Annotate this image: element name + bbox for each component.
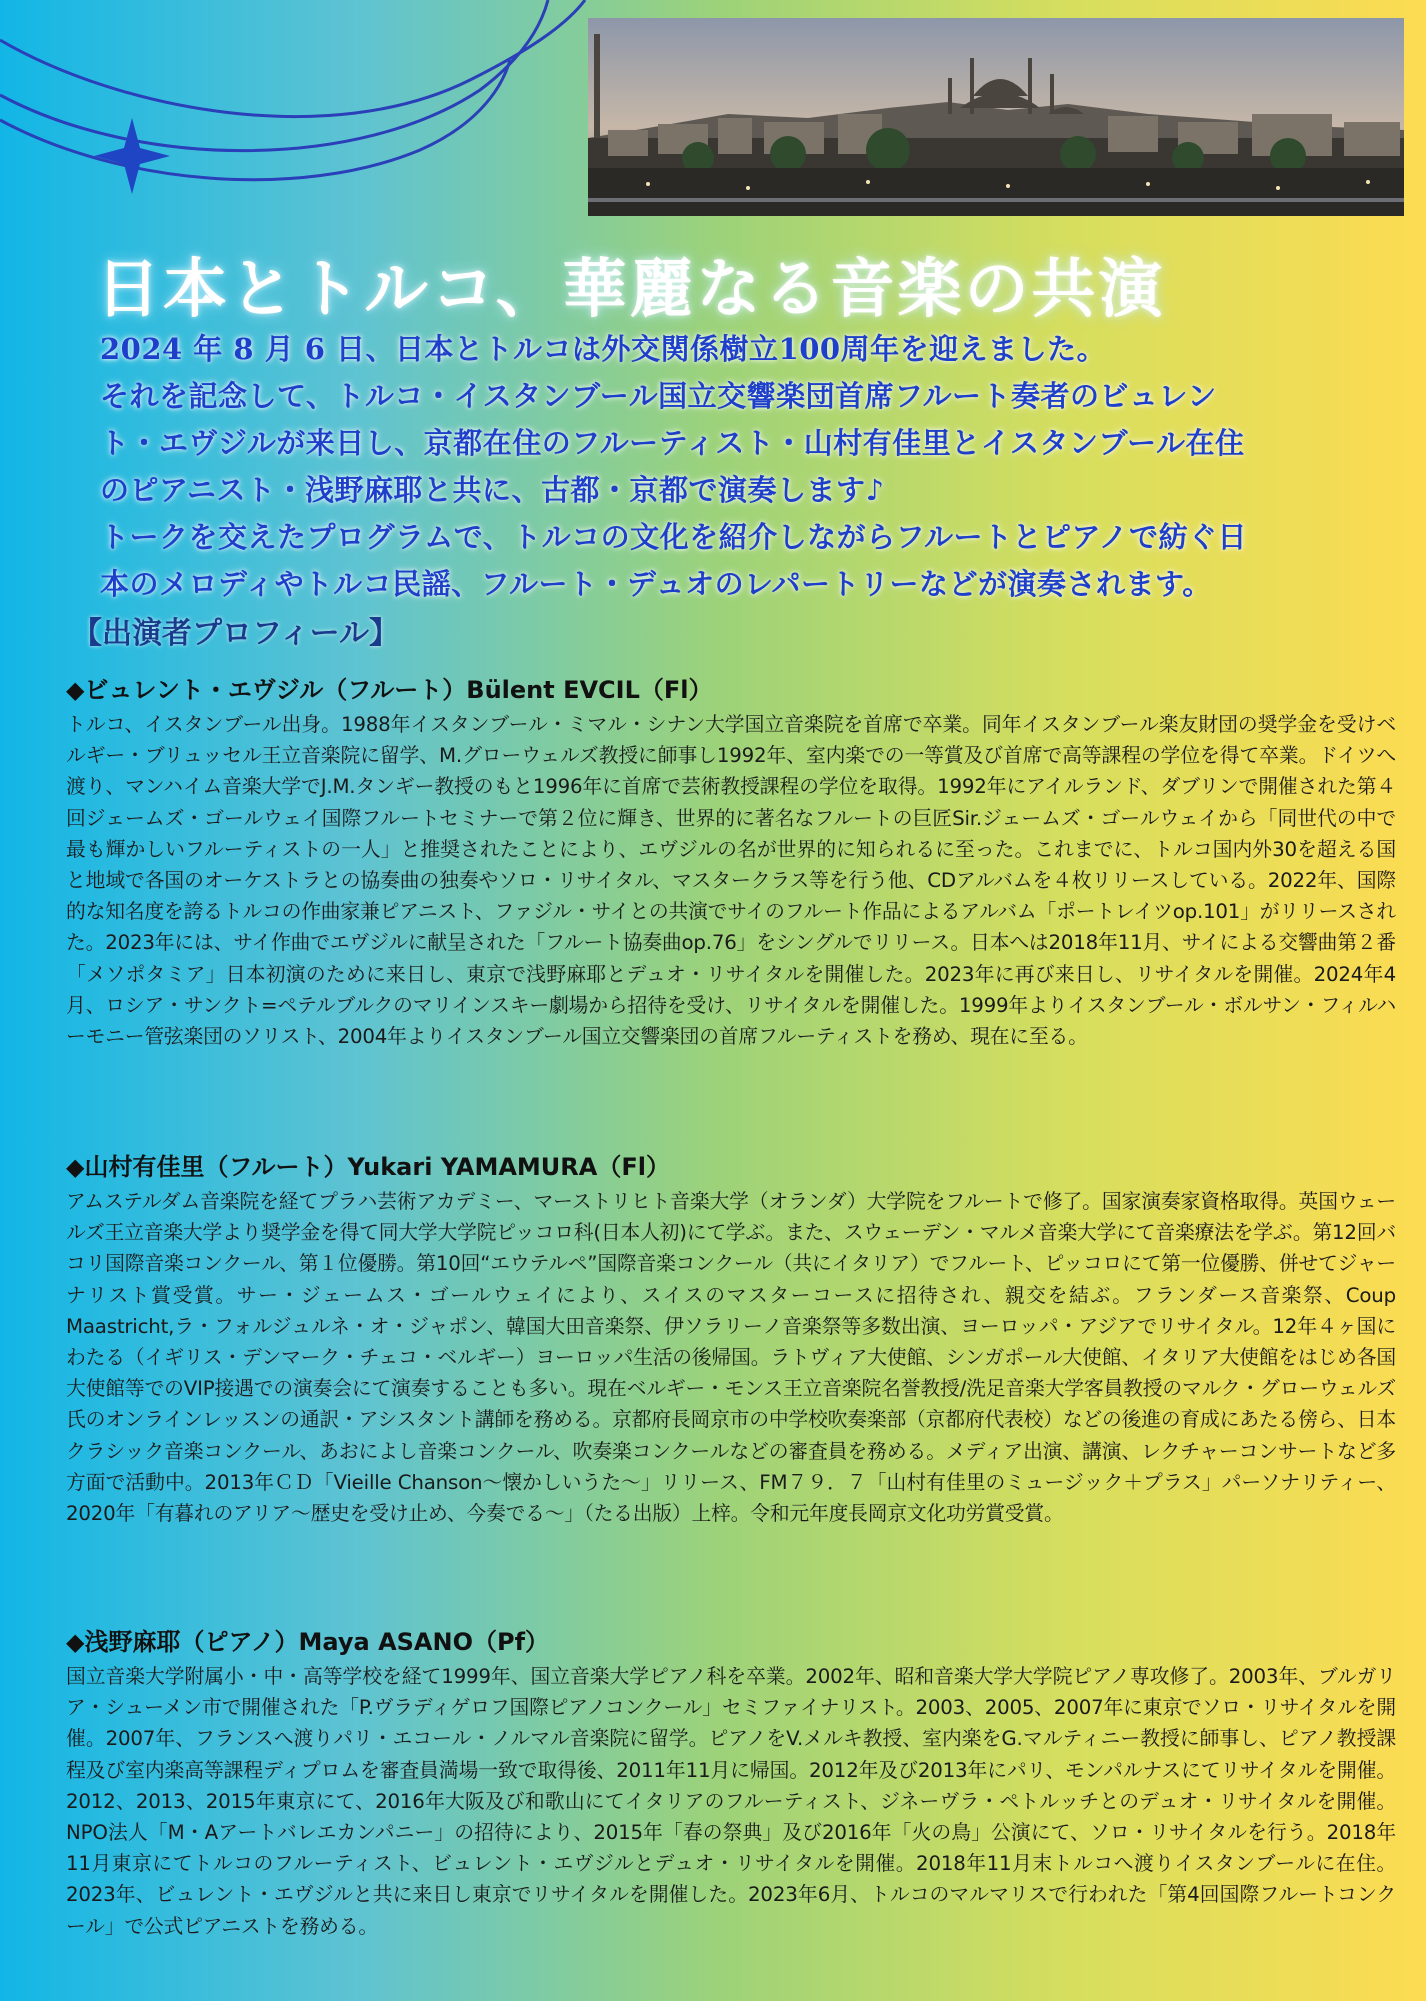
profile-body: トルコ、イスタンブール出身。1988年イスタンブール・ミマル・シナン大学国立音楽院を首席で卒業。同年イスタンブール楽友財団の奨学金を受けベルギー・ブリュッセル王立音楽院に留学、M.グローウェルズ教授に師事し1992年、室内楽での一等賞及び首席で高等課程の学位を得て卒業。ドイツへ渡り、マンハイム音楽大学でJ.M.タンギー教授のもと1996年に首席で芸術教授課程の学位を取得。1992年にアイルランド、ダブリンで開催された第４回ジェームズ・ゴールウェイ国際フルートセミナーで第２位に輝き、世界的に著名なフルートの巨匠Sir.ジェームズ・ゴールウェイから「同世代の中で最も輝かしいフルーティストの一人」と推奨されたことにより、エヴジルの名が世界的に知られるに至った。これまでに、トルコ国内外30を超える国と地域で各国のオーケストラとの協奏曲の独奏やソロ・リサイタル、マスタークラス等を行う他、CDアルバムを４枚リリースしている。2022年、国際的な知名度を誇るトルコの作曲家兼ピアニスト、ファジル・サイとの共演でサイのフルート作品によるアルバム「ポートレイツop.101」がリリースされた。2023年には、サイ作曲でエヴジルに献呈された「フルート協奏曲op.76」をシングルでリリース。日本へは2018年11月、サイによる交響曲第２番「メソポタミア」日本初演のために来日し、東京で浅野麻耶とデュオ・リサイタルを開催した。2023年に再び来日し、リサイタルを開催。2024年4月、ロシア・サンクト=ペテルブルクのマリインスキー劇場から招待を受け、リサイタルを開催した。1999年よりイスタンブール・ボルサン・フィルハーモニー管弦楽団のソリスト、2004年よりイスタンブール国立交響楽団の首席フルーティストを務め、現在に至る。: [66, 713, 1396, 1049]
intro-line: ト・エヴジルが来日し、京都在住のフルーティスト・山村有佳里とイスタンブール在住: [100, 426, 1245, 460]
intro-line: トークを交えたプログラムで、トルコの文化を紹介しながらフルートとピアノで紡ぐ日: [100, 520, 1248, 554]
profile-bulent-evcil: [66, 670, 1396, 1052]
intro-line: 2024 年 8 月 6 日、日本とトルコは外交関係樹立100周年を迎えました。: [100, 332, 1107, 366]
page-title: 日本とトルコ、華麗なる音楽の共演: [96, 253, 1166, 327]
intro-line: のピアニスト・浅野麻耶と共に、古都・京都で演奏します♪: [100, 473, 885, 507]
sparkle-star-icon: [94, 118, 170, 194]
intro-line: それを記念して、トルコ・イスタンブール国立交響楽団首席フルート奏者のビュレン: [100, 379, 1217, 413]
profiles-heading: 【出演者プロフィール】: [72, 616, 399, 651]
profile-maya-asano: [66, 1622, 1396, 1942]
decorative-arcs: [0, 0, 600, 220]
istanbul-skyline-photo: [588, 18, 1404, 216]
profile-heading: ◆浅野麻耶（ピアノ）Maya ASANO（Pf）: [66, 1628, 550, 1656]
profile-body: アムステルダム音楽院を経てプラハ芸術アカデミー、マーストリヒト音楽大学（オランダ）大学院をフルートで修了。国家演奏家資格取得。英国ウェールズ王立音楽大学より奨学金を得て同大学大学院ピッコロ科(日本人初)にて学ぶ。また、スウェーデン・マルメ音楽大学にて音楽療法を学ぶ。第12回バコリ国際音楽コンクール、第１位優勝。第10回“エウテルペ”国際音楽コンクール（共にイタリア）でフルート、ピッコロにて第一位優勝、併せてジャーナリスト賞受賞。サー・ジェームス・ゴールウェイにより、スイスのマスターコースに招待され、親交を結ぶ。フランダース音楽祭、Coup Maastricht,ラ・フォルジュルネ・オ・ジャポン、韓国大田音楽祭、伊ソラリーノ音楽祭等多数出演、ヨーロッパ・アジアでリサイタル。12年４ヶ国にわたる（イギリス・デンマーク・チェコ・ベルギー）ヨーロッパ生活の後帰国。ラトヴィア大使館、シンガポール大使館、イタリア大使館をはじめ各国大使館等でのVIP接遇での演奏会にて演奏することも多い。現在ベルギー・モンス王立音楽院名誉教授/洗足音楽大学客員教授のマルク・グローウェルズ氏のオンラインレッスンの通訳・アシスタント講師を務める。京都府長岡京市の中学校吹奏楽部（京都府代表校）などの後進の育成にあたる傍ら、日本クラシック音楽コンクール、あおによし音楽コンクール、吹奏楽コンクールなどの審査員を務める。メディア出演、講演、レクチャーコンサートなど多方面で活動中。2013年ＣＤ「Vieille Chanson〜懐かしいうた〜」リリース、FM７９．７「山村有佳里のミュージック＋プラス」パーソナリティー、2020年「有暮れのアリア〜歴史を受け止め、今奏でる〜」（たる出版）上梓。令和元年度長岡京文化功労賞受賞。: [66, 1190, 1396, 1526]
intro-line: 本のメロディやトルコ民謡、フルート・デュオのレパートリーなどが演奏されます。: [100, 567, 1212, 601]
profile-body: 国立音楽大学附属小・中・高等学校を経て1999年、国立音楽大学ピアノ科を卒業。2002年、昭和音楽大学大学院ピアノ専攻修了。2003年、ブルガリア・シューメン市で開催された「P.ヴラディゲロフ国際ピアノコンクール」セミファイナリスト。2003、2005、2007年に東京でソロ・リサイタルを開催。2007年、フランスへ渡りパリ・エコール・ノルマル音楽院に留学。ピアノをV.メルキ教授、室内楽をG.マルティニー教授に師事し、ピアノ教授課程及び室内楽高等課程ディプロムを審査員満場一致で取得後、2011年11月に帰国。2012年及び2013年にパリ、モンパルナスにてリサイタルを開催。2012、2013、2015年東京にて、2016年大阪及び和歌山にてイタリアのフルーティスト、ジネーヴラ・ペトルッチとのデュオ・リサイタルを開催。NPO法人「M・Aアートバレエカンパニー」の招待により、2015年「春の祭典」及び2016年「火の鳥」公演にて、ソロ・リサイタルを行う。2018年11月東京にてトルコのフルーティスト、ビュレント・エヴジルとデュオ・リサイタルを開催。2018年11月末トルコへ渡りイスタンブールに在住。2023年、ビュレント・エヴジルと共に来日し東京でリサイタルを開催した。2023年6月、トルコのマルマリスで行われた「第4回国際フルートコンクール」で公式ピアニストを務める。: [66, 1665, 1396, 1938]
profile-yukari-yamamura: [66, 1147, 1396, 1529]
profile-heading: ◆山村有佳里（フルート）Yukari YAMAMURA（Fl）: [66, 1153, 670, 1181]
profile-heading: ◆ビュレント・エヴジル（フルート）Bülent EVCIL（Fl）: [66, 676, 713, 704]
intro-text: [100, 326, 1375, 608]
